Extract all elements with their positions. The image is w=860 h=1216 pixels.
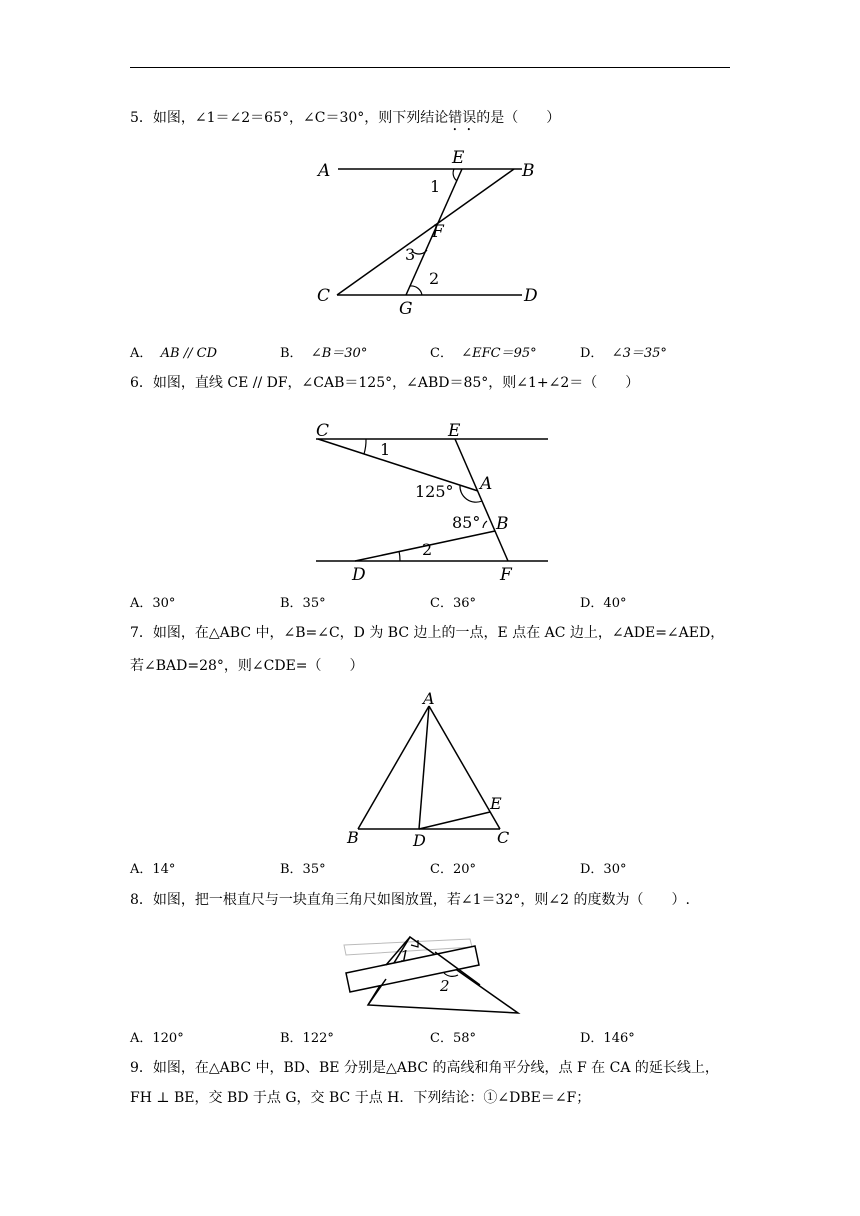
fig5-label-F: F [432,222,444,242]
fig5-label-E: E [452,148,465,168]
question-7-stem-line2: 若∠BAD=28°，则∠CDE=（ ） [130,658,364,674]
q5-option-c[interactable]: C． ∠EFC＝95° [430,346,537,361]
fig5-label-D: D [524,286,538,306]
header-rule [130,67,730,68]
question-5-emphasis: 错误 [448,110,477,126]
fig7-label-E: E [490,794,502,813]
fig6-label-125: 125° [415,482,454,501]
q6-option-d[interactable]: D．40° [580,596,627,611]
q8-option-a[interactable]: A．120° [130,1031,184,1046]
question-9-stem-line1: 9．如图，在△ABC 中，BD、BE 分别是△ABC 的高线和角平分线，点 F 在 CA 的延长线上， [130,1060,719,1076]
fig5-label-1: 1 [430,177,441,196]
q6-option-a[interactable]: A．30° [130,596,176,611]
fig5-label-3: 3 [405,245,416,264]
q6-option-c[interactable]: C．36° [430,596,476,611]
fig5-label-B: B [522,161,535,181]
fig8-label-2: 2 [440,977,450,995]
fig6-label-C: C [316,421,330,441]
question-6-figure [300,415,560,585]
fig7-label-A: A [423,690,435,708]
question-9-stem-line2: FH ⊥ BE，交 BD 于点 G，交 BC 于点 H．下列结论：①∠DBE＝∠F； [130,1090,591,1106]
q6-option-b[interactable]: B．35° [280,596,326,611]
fig5-label-A: A [318,161,331,181]
fig6-label-A: A [480,474,493,494]
q5-option-b[interactable]: B． ∠B＝30° [280,346,368,361]
fig5-label-C: C [317,286,331,306]
fig6-label-F: F [500,565,512,585]
fig5-label-2: 2 [429,269,440,288]
q8-option-c[interactable]: C．58° [430,1031,476,1046]
fig6-label-2: 2 [422,540,433,559]
q8-option-d[interactable]: D．146° [580,1031,635,1046]
question-6-stem: 6．如图，直线 CE // DF，∠CAB＝125°，∠ABD＝85°，则∠1+∠2＝（ ） [130,375,640,391]
q5-option-a[interactable]: A． AB // CD [130,346,217,361]
fig6-label-85: 85° [452,513,481,532]
fig6-label-1: 1 [380,440,391,459]
q8-option-b[interactable]: B．122° [280,1031,334,1046]
question-7-stem-line1: 7．如图，在△ABC 中，∠B=∠C，D 为 BC 边上的一点，E 点在 AC 边上，∠ADE=∠AED， [130,625,725,641]
fig5-label-G: G [399,299,413,319]
question-8-stem: 8．如图，把一根直尺与一块直角三角尺如图放置，若∠1＝32°，则∠2 的度数为（ ）. [130,892,690,908]
q7-option-c[interactable]: C．20° [430,862,476,877]
fig6-label-D: D [352,565,366,585]
question-5-stem: 5．如图，∠1＝∠2＝65°，∠C＝30°，则下列结论错误的是（ ） [130,110,561,126]
q7-option-a[interactable]: A．14° [130,862,176,877]
fig7-label-B: B [347,828,359,847]
q7-option-d[interactable]: D．30° [580,862,627,877]
fig7-label-C: C [497,828,510,847]
question-7-figure [330,690,530,850]
fig6-label-E: E [448,421,461,441]
fig7-label-D: D [413,831,426,850]
q7-option-b[interactable]: B．35° [280,862,326,877]
fig8-label-1: 1 [400,947,410,965]
question-8-figure [330,925,530,1025]
question-5-figure [300,140,560,320]
fig6-label-B: B [496,514,509,534]
q5-option-d[interactable]: D． ∠3＝35° [580,346,667,361]
